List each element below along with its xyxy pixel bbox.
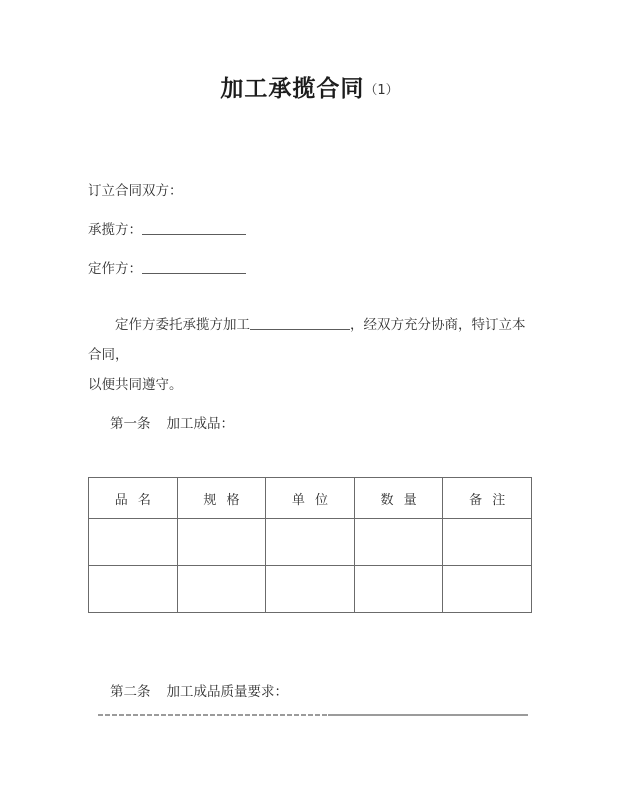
client-party-blank[interactable] <box>142 260 246 274</box>
client-party-label: 定作方： <box>88 261 142 277</box>
goods-table-cell[interactable] <box>89 519 178 566</box>
goods-table-header-cell: 单 位 <box>266 478 355 519</box>
clause-1-number: 第一条 <box>110 416 151 432</box>
goods-table-cell[interactable] <box>354 519 443 566</box>
contractor-party-blank[interactable] <box>142 221 246 235</box>
contractor-party-label: 承揽方： <box>88 222 142 238</box>
clause-2-text: 加工成品质量要求： <box>166 684 288 700</box>
goods-table-cell[interactable] <box>266 519 355 566</box>
goods-table-cell[interactable] <box>177 566 266 613</box>
intro-paragraph-line-2: 以便共同遵守。 <box>88 377 183 393</box>
goods-table-header-row <box>89 478 532 519</box>
goods-table-header-cell: 备 注 <box>443 478 532 519</box>
clause-2-fill-rule-dashed-segment <box>98 714 328 716</box>
table-row <box>89 566 532 613</box>
goods-table-header-cell: 品 名 <box>89 478 178 519</box>
intro-paragraph-segment-2: ，经双方充分协商，特订立本合同， <box>88 317 526 363</box>
parties-block <box>88 180 536 280</box>
document-title-suffix: （1） <box>364 83 399 98</box>
goods-table-cell[interactable] <box>354 566 443 613</box>
intro-paragraph-blank[interactable] <box>250 316 350 330</box>
intro-paragraph-segment-1: 定作方委托承揽方加工 <box>115 317 250 333</box>
goods-table-cell[interactable] <box>177 519 266 566</box>
clause-2 <box>110 680 288 700</box>
goods-table-cell[interactable] <box>443 519 532 566</box>
goods-table-header-cell: 规 格 <box>177 478 266 519</box>
parties-heading: 订立合同双方： <box>88 183 183 199</box>
clause-1-text: 加工成品： <box>166 416 234 432</box>
goods-table-cell[interactable] <box>266 566 355 613</box>
goods-table-cell[interactable] <box>443 566 532 613</box>
intro-paragraph <box>88 310 538 400</box>
document-title <box>0 70 619 103</box>
goods-table-header-cell: 数 量 <box>354 478 443 519</box>
clause-2-number: 第二条 <box>110 684 151 700</box>
document-title-main: 加工承揽合同 <box>220 76 365 102</box>
goods-table-cell[interactable] <box>89 566 178 613</box>
client-party-row <box>88 258 536 280</box>
table-row <box>89 519 532 566</box>
clause-2-fill-rule[interactable] <box>98 714 528 716</box>
clause-1 <box>110 412 234 432</box>
contractor-party-row <box>88 219 536 241</box>
goods-table <box>88 477 532 613</box>
